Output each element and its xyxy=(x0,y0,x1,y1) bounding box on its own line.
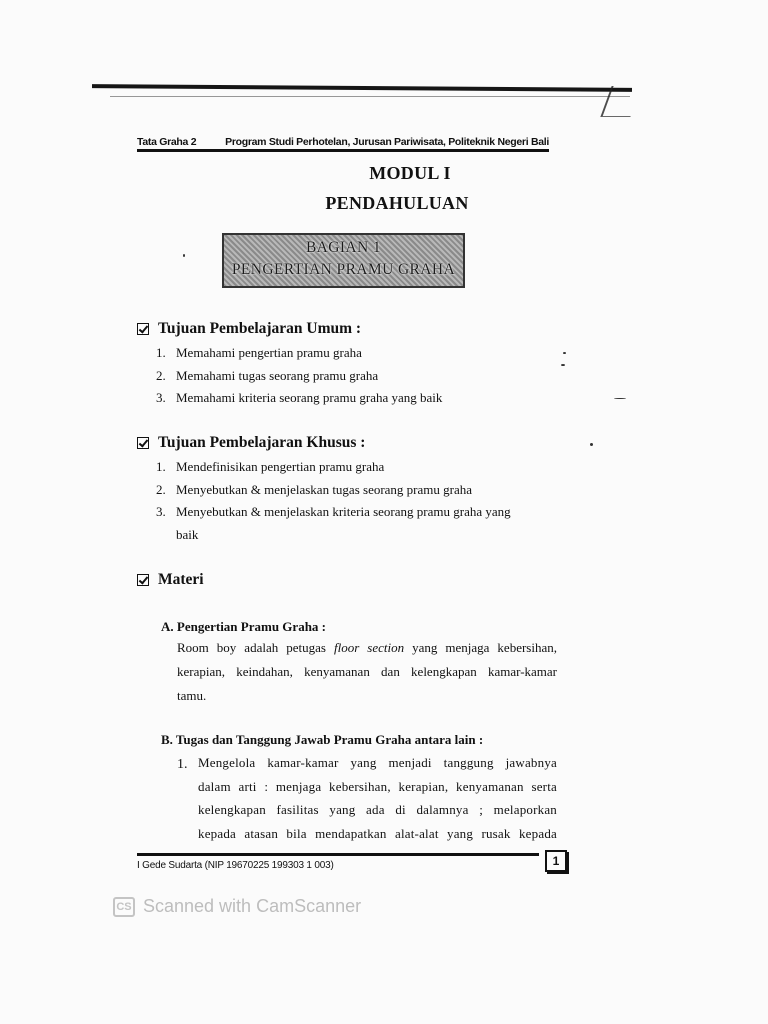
paragraph-line: kerapian, keindahan, kenyamanan dan kelengkapan kamar-kamar xyxy=(177,664,557,679)
general-objectives-heading xyxy=(137,320,361,338)
list-item-text: Memahami pengertian pramu graha xyxy=(176,345,362,360)
banner-part-label: BAGIAN 1 xyxy=(305,239,382,256)
list-item-number: 3. xyxy=(156,390,166,405)
list-item xyxy=(156,387,442,410)
general-objectives-heading-text: Tujuan Pembelajaran Umum : xyxy=(158,320,362,337)
page-number: 1 xyxy=(545,850,567,872)
scan-speck xyxy=(563,352,566,354)
banner-topic-label: PENGERTIAN PRAMU GRAHA xyxy=(231,261,456,278)
section-a-heading: A. Pengertian Pramu Graha : xyxy=(161,619,327,634)
list-item-number: 1. xyxy=(156,345,166,360)
checkbox-checked-icon xyxy=(137,437,149,449)
materi-heading xyxy=(137,571,204,589)
list-item xyxy=(156,479,511,502)
task-item-number: 1. xyxy=(177,757,188,772)
list-item-text-continued: baik xyxy=(176,526,199,542)
paragraph-line: Mengelola kamar-kamar yang menjadi tanggung jawabnya xyxy=(198,755,557,770)
running-header xyxy=(137,134,549,150)
task-item-paragraph xyxy=(198,751,557,845)
checkbox-checked-icon xyxy=(137,574,149,586)
section-a-paragraph xyxy=(177,636,557,708)
scan-speck xyxy=(590,443,593,446)
section-banner xyxy=(222,233,465,288)
list-item xyxy=(156,342,442,365)
list-item-number: 1. xyxy=(156,459,166,474)
list-item-number: 2. xyxy=(156,367,166,383)
paragraph-line: kepada atasan bila mendapatkan alat-alat yang rusak kepada xyxy=(198,825,557,841)
text-run: yang menjaga kebersihan, xyxy=(412,640,557,655)
camscanner-logo-icon: CS xyxy=(113,897,135,917)
top-edge-shadow xyxy=(110,96,630,97)
paragraph-line: kelengkapan fasilitas yang ada di dalamnya ; melaporkan xyxy=(198,802,557,817)
header-institution: Program Studi Perhotelan, Jurusan Pariwisata, Politeknik Negeri Bali xyxy=(225,136,549,148)
specific-objectives-heading-text: Tujuan Pembelajaran Khusus : xyxy=(158,434,366,451)
scan-speck xyxy=(561,364,565,366)
footer-rule xyxy=(137,853,539,856)
header-rule xyxy=(137,149,549,152)
scan-speck xyxy=(614,398,626,399)
list-item-text: Menyebutkan & menjelaskan kriteria seorang pramu graha yang xyxy=(176,504,511,519)
italic-term: floor section xyxy=(333,640,405,655)
text-run: Room boy adalah petugas xyxy=(177,640,326,655)
section-b-heading: B. Tugas dan Tanggung Jawab Pramu Graha antara lain : xyxy=(161,732,484,747)
chapter-title: PENDAHULUAN xyxy=(325,193,469,213)
paragraph-line: dalam arti : menjaga kebersihan, kerapian, kenyamanan serta xyxy=(198,778,557,794)
top-edge-rule xyxy=(92,84,632,92)
list-item-text: Memahami kriteria seorang pramu graha yang baik xyxy=(176,390,443,405)
scanner-watermark xyxy=(113,896,361,917)
list-item-number: 2. xyxy=(156,481,166,497)
header-course-title: Tata Graha 2 xyxy=(137,136,197,148)
footer-author: I Gede Sudarta (NIP 19670225 199303 1 003) xyxy=(137,860,334,871)
specific-objectives-list xyxy=(156,456,511,546)
general-objectives-list xyxy=(156,342,442,410)
paragraph-line: tamu. xyxy=(177,688,207,703)
list-item-text: Mendefinisikan pengertian pramu graha xyxy=(176,459,385,474)
list-item xyxy=(156,456,511,479)
paragraph-line xyxy=(177,636,557,660)
materi-heading-text: Materi xyxy=(158,571,204,588)
list-item-text: Menyebutkan & menjelaskan tugas seorang pramu graha xyxy=(176,481,473,497)
list-item-number: 3. xyxy=(156,504,166,519)
list-item xyxy=(156,365,442,388)
checkbox-checked-icon xyxy=(137,323,149,335)
watermark-text: Scanned with CamScanner xyxy=(143,896,362,916)
module-title: MODUL I xyxy=(369,163,451,183)
scan-speck xyxy=(183,254,185,257)
list-item-text: Memahami tugas seorang pramu graha xyxy=(176,367,379,383)
specific-objectives-heading xyxy=(137,434,365,452)
list-item xyxy=(156,501,511,546)
